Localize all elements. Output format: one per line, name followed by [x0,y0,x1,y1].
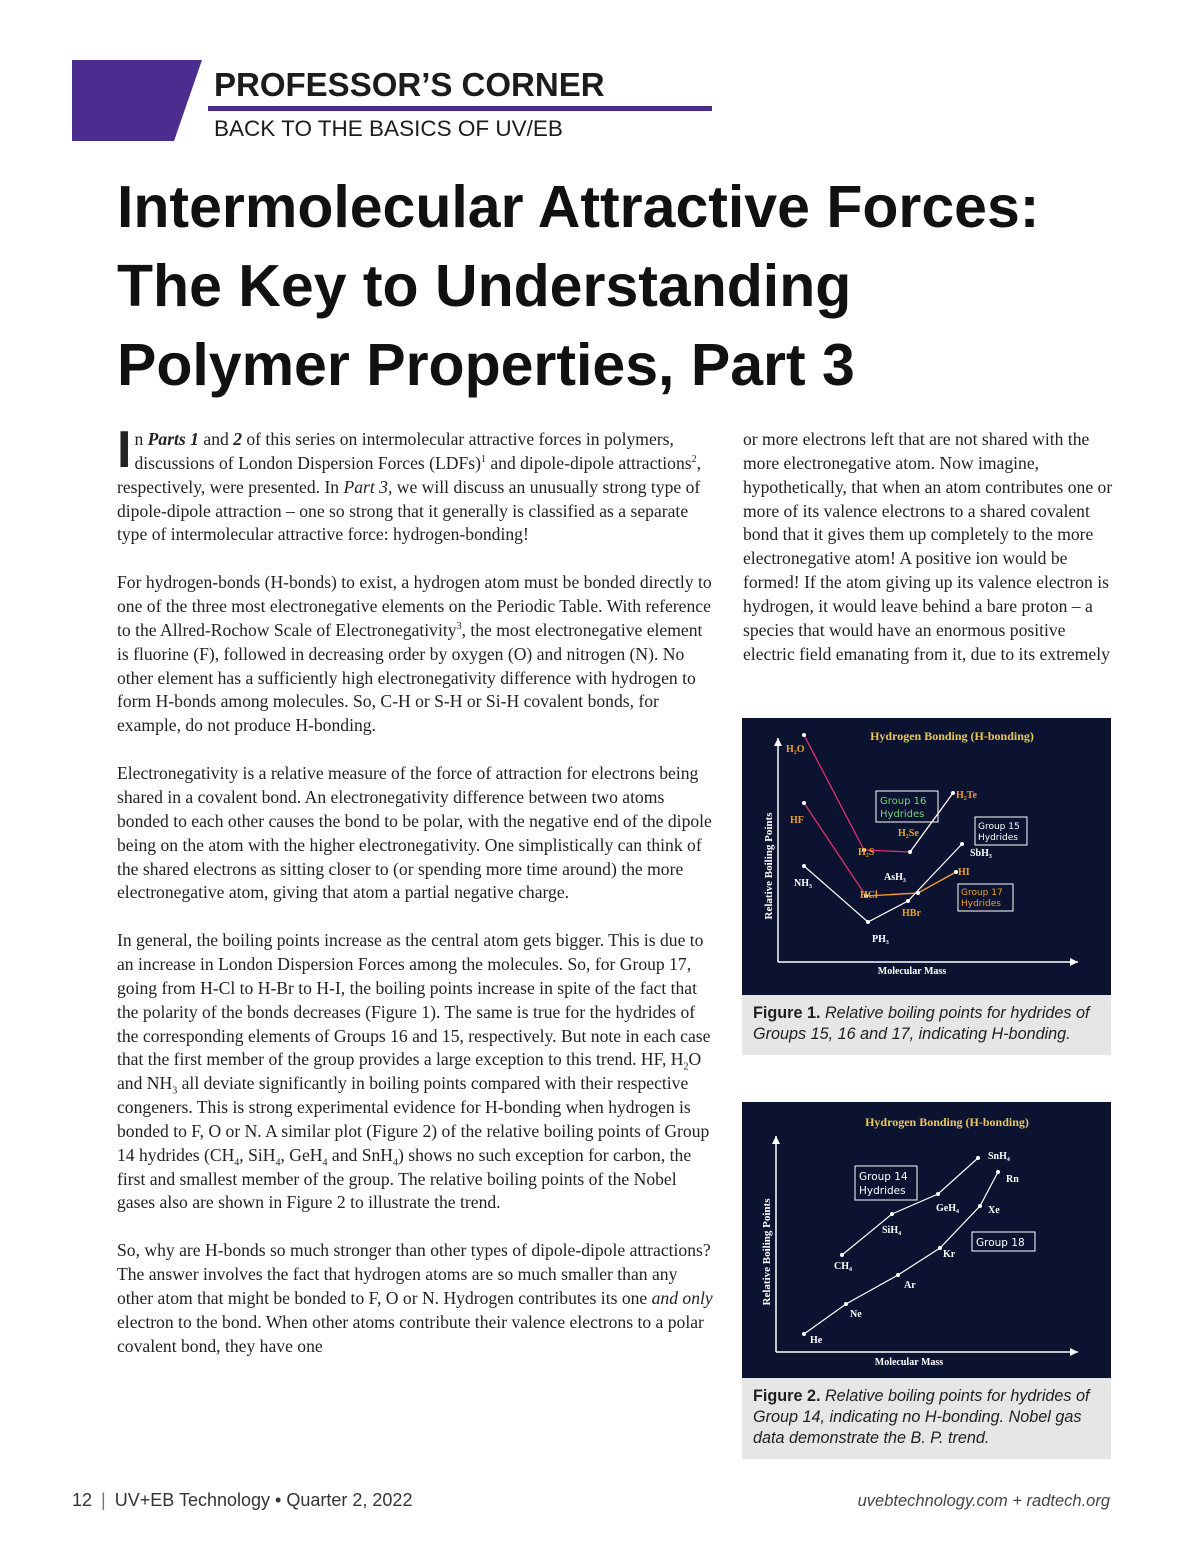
point-ph3 [866,920,870,924]
banner-accent-block [72,60,202,141]
point-snh4 [976,1156,980,1160]
label-hbr: HBr [902,908,921,919]
box-group14-line2: Hydrides [859,1185,906,1197]
paragraph-3: Electronegativity is a relative measure of the force of attraction for electrons being shared in a covalent bond. An electronegativity difference between two atoms bonded to each other causes the bond to be polar, with the negative end of the dipole being on the atom with the higher electronegativity. One simplistically can think of the shared electrons as sitting closer to (or spending more time around) the more electronegative atom, giving that atom a partial negative charge. [117,763,712,903]
label-kr: Kr [943,1249,956,1260]
label-sbh3: SbH₃ [970,848,992,859]
paragraph-6: or more electrons left that are not shared with the more electronegative atom. Now imagine, hypothetically, that when an atom contributes one or more of its valence electrons to a shared covalent bond that it gives them up completely to the more electronegative atom! A positive ion would be formed! If the atom giving up its valence electron is hydrogen, it would leave behind a bare proton – a species that would have an enormous positive electric field emanating from it, due to its extremely [743,429,1113,664]
paragraph-1: In Parts 1 and 2 of this series on intermolecular attractive forces in polymers, discussions of London Dispersion Forces (LDFs)$^1$ and dipole-dipole attractions$^2$, respectively, were presented. In Part 3, we will discuss an unusually strong type of dipole-dipole attraction – one so strong that it generally is classified as a separate type of intermolecular attractive force: hydrogen-bonding! [117,421,702,545]
x-axis-label: Molecular Mass [874,1357,944,1368]
point-sih4 [890,1212,894,1216]
section-subkicker: BACK TO THE BASICS OF UV/EB [214,116,563,141]
title-line-3: Polymer Properties, Part 3 [117,332,855,398]
footer-separator: | [101,1490,106,1510]
x-axis-label: Molecular Mass [877,966,947,977]
page-number: 12 [72,1490,93,1510]
point-ash3 [906,899,910,903]
point-h2o [802,733,806,737]
figure-1-caption-text: Relative boiling points for hydrides of Groups 15, 16 and 17, indicating H-bonding. [753,1004,1090,1043]
point-kr [938,1246,942,1250]
issue-date: Quarter 2, 2022 [286,1490,413,1510]
figure-2-caption [742,1378,1111,1459]
box-group18-label: Group 18 [976,1237,1025,1249]
point-ne [844,1302,848,1306]
section-kicker: PROFESSOR’S CORNER [214,66,605,103]
point-rn [996,1170,1000,1174]
label-hcl: HCl [860,890,878,901]
label-ph3: PH₃ [872,934,889,945]
footer-bullet: • [275,1490,282,1510]
chart-background [742,1102,1111,1378]
chart-background [742,718,1111,995]
article-column-left [117,421,715,1383]
figure-1-caption-label: Figure 1. [753,1004,821,1022]
footer-sites: uvebtechnology.com + radtech.org [857,1492,1110,1510]
article-title [117,168,1167,405]
box-group16-line2: Hydrides [880,809,925,820]
point-h2se [908,850,912,854]
y-axis-label: Relative Boiling Points [761,1198,773,1306]
point-he [802,1332,806,1336]
label-ch4: CH₄ [834,1261,852,1272]
drop-cap: I [117,421,132,479]
paragraph-5: So, why are H-bonds so much stronger than other types of dipole-dipole attractions? The answer involves the fact that hydrogen atoms are so much smaller than any other atom that might be bonded to F, O or N. Hydrogen contributes its one and only electron to the bond. When other atoms contribute their valence electrons to a polar covalent bond, they have one [117,1240,713,1356]
kicker-rule [208,106,712,111]
label-xe: Xe [988,1205,1000,1216]
label-h2s: H₂S [858,847,875,858]
box-group14-line1: Group 14 [859,1171,908,1183]
figure-2 [742,1102,1111,1459]
box-group15-line1: Group 15 [978,822,1020,832]
box-group17-line2: Hydrides [961,899,1001,909]
label-h2o: H₂O [786,744,805,755]
label-h2se: H₂Se [898,828,919,839]
figure-1-caption [742,995,1111,1055]
figure-2-caption-text: Relative boiling points for hydrides of Group 14, indicating no H-bonding. Nobel gas data demonstrate the B. P. trend. [753,1387,1090,1447]
label-geh4: GeH₄ [936,1203,959,1214]
point-ch4 [840,1253,844,1257]
figure-1 [742,718,1111,1055]
point-hf [802,801,806,805]
title-line-2: The Key to Understanding [117,253,852,319]
point-sbh3 [960,842,964,846]
label-ne: Ne [850,1309,862,1320]
title-line-1: Intermolecular Attractive Forces: [117,174,1040,240]
paragraph-2: For hydrogen-bonds (H-bonds) to exist, a hydrogen atom must be bonded directly to one of the three most electronegative elements on the Periodic Table. With reference to the Allred-Rochow Scale of Electronegativity$^3$, the most electronegative element is fluorine (F), followed in decreasing order by oxygen (O) and nitrogen (N). No other element has a sufficiently high electronegativity difference with hydrogen to form H-bonds among molecules. So, C-H or S-H or Si-H covalent bonds, for example, do not produce H-bonding. [117,572,712,736]
figure-2-caption-label: Figure 2. [753,1387,821,1405]
label-h2te: H₂Te [956,790,977,801]
point-geh4 [936,1192,940,1196]
chart-title: Hydrogen Bonding (H-bonding) [865,1115,1029,1129]
label-hf: HF [790,815,804,826]
label-sih4: SiH₄ [882,1225,902,1236]
footnote-ref-3: 3 [456,621,462,633]
figure-1-chart [742,718,1111,995]
paragraph-4: In general, the boiling points increase as the central atom gets bigger. This is due to an increase in London Dispersion Forces among the molecules. So, for Group 17, going from H-Cl to H-Br to H-I, the boiling points increase in spite of the fact that the polarity of the bonds decreases (Figure 1). The same is true for the hydrides of the corresponding elements of Groups 16 and 15, respectively. But note in each case that the first member of the group provides a large exception to this trend. HF, $H_2O$ and $NH_3$ all deviate significantly in boiling points compared with their respective congeners. This is strong experimental evidence for H-bonding when hydrogen is bonded to F, O or N. A similar plot (Figure 2) of the relative boiling points of Group 14 hydrides ($CH_4$, SiH$_4$, GeH$_4$ and SnH$_4$) shows no such exception for carbon, the first and smallest member of the group. The relative boiling points of the Nobel gases also are shown in Figure 2 to illustrate the trend. [117,930,711,1213]
label-ash3: AsH₃ [884,872,906,883]
article-column-right [743,428,1113,690]
point-xe [978,1204,982,1208]
box-group16-line1: Group 16 [880,796,927,807]
point-h2te [951,791,955,795]
footnote-ref-2: 2 [691,453,697,465]
point-ar [896,1273,900,1277]
label-he: He [810,1335,823,1346]
label-rn: Rn [1006,1174,1019,1185]
link-parts1: Parts 1 [147,429,199,449]
publication-name: UV+EB Technology [114,1490,271,1510]
point-hbr [916,891,920,895]
label-snh4: SnH₄ [988,1151,1010,1162]
figure-2-chart [742,1102,1111,1378]
box-group17-line1: Group 17 [961,888,1003,898]
point-nh3 [802,864,806,868]
label-hi: HI [958,867,970,878]
chart-title: Hydrogen Bonding (H-bonding) [870,729,1034,743]
box-group15-line2: Hydrides [978,833,1018,843]
label-nh3: NH₃ [794,878,812,889]
label-ar: Ar [904,1280,916,1291]
footer-left [72,1490,412,1511]
footnote-ref-1: 1 [480,453,486,465]
y-axis-label: Relative Boiling Points [763,812,775,920]
